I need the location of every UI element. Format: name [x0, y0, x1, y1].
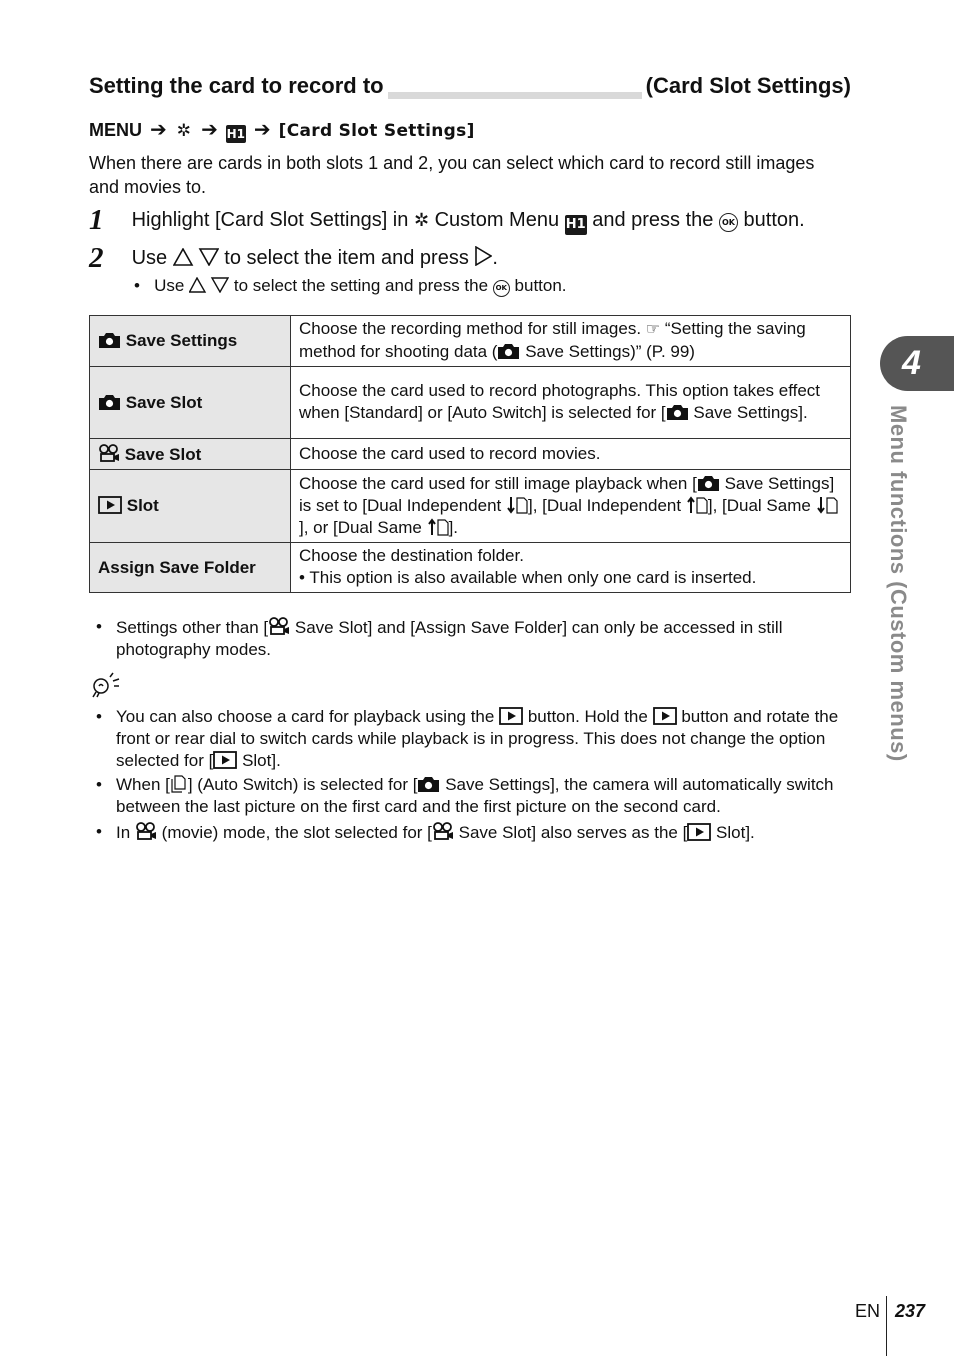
gear-icon: ✲ [413, 210, 430, 230]
table-desc: Choose the card used to record movies. [291, 439, 851, 470]
camera-icon [98, 393, 121, 411]
tips-list [89, 706, 849, 845]
table-key: Save Slot [90, 367, 291, 439]
playback-icon [687, 823, 711, 841]
sub-step-text: to select the setting and press the [233, 276, 489, 295]
arrow-right-icon: ➔ [150, 119, 167, 141]
step-number: 2 [89, 242, 104, 274]
step-text: button. [743, 209, 805, 231]
camera-icon [697, 474, 720, 492]
table-row [90, 470, 851, 543]
settings-table [89, 315, 851, 593]
table-key: Save Settings [90, 316, 291, 367]
table-desc: Choose the destination folder. • This option is also available when only one card is inserted. [291, 543, 851, 593]
note-list [89, 616, 849, 662]
page-number: 237 [895, 1301, 926, 1321]
step-text: Highlight [Card Slot Settings] in [131, 209, 409, 231]
table-key: Assign Save Folder [90, 543, 291, 593]
sub-step-text: button. [514, 276, 567, 295]
step-text: Custom Menu [434, 209, 560, 231]
step-text: and press the [592, 209, 714, 231]
section-heading [89, 72, 851, 100]
tip-bulb-icon [90, 671, 122, 701]
gear-icon: ✲ [176, 121, 192, 140]
movie-icon [432, 821, 454, 841]
chapter-title-text: Menu functions (Custom menus) [886, 405, 911, 762]
arrow-right-icon: ➔ [253, 119, 271, 141]
footer-language: EN [855, 1301, 881, 1321]
tab-h1-badge: H1 [226, 127, 246, 141]
card-down-icon [506, 496, 528, 514]
ok-button-icon: OK [719, 213, 738, 232]
table-row [90, 543, 851, 593]
menu-path [89, 118, 475, 143]
table-desc: Choose the card used for still image playback when [ Save Settings] is set to [Dual Independent ], [Dual Independent ], [Dual Same ], or [Dual Same ]. [291, 470, 851, 543]
card-up-icon [686, 496, 708, 514]
chapter-number: 4 [902, 344, 921, 382]
movie-icon [135, 821, 157, 841]
movie-icon [98, 443, 120, 463]
reference-hand-icon: ☞ [645, 321, 661, 338]
movie-icon [268, 616, 290, 636]
table-row [90, 367, 851, 439]
playback-icon [213, 751, 237, 769]
table-desc: Choose the card used to record photographs. This option takes effect when [Standard] or [Auto Switch] is selected for [ Save Settings]. [291, 367, 851, 439]
camera-icon [417, 775, 440, 793]
list-item: • You can also choose a card for playback using the button. Hold the button and rotate the front or rear dial to switch cards while playback is in progress. This does not change the option selected for [ Slot]. [89, 706, 849, 772]
table-row [90, 439, 851, 470]
arrow-right-icon: ➔ [201, 119, 218, 141]
step-text: to select the item and press [224, 247, 469, 269]
playback-icon [98, 496, 122, 514]
playback-icon [653, 707, 677, 725]
playback-icon [499, 707, 523, 725]
card-up-icon [427, 518, 449, 536]
up-down-arrows-icon [189, 277, 229, 293]
card-auto-switch-icon [170, 775, 188, 793]
step-number: 1 [89, 204, 104, 236]
table-key: Save Slot [90, 439, 291, 470]
table-desc: Choose the recording method for still images. ☞ “Setting the saving method for shooting data ( Save Settings)” (P. 99) [291, 316, 851, 367]
camera-icon [666, 403, 689, 421]
card-down-icon [816, 496, 838, 514]
camera-icon [98, 331, 121, 349]
bullet: • [134, 276, 150, 295]
menu-item-label: [Card Slot Settings] [278, 121, 475, 141]
up-down-arrows-icon [173, 248, 219, 266]
ok-button-icon: OK [493, 280, 510, 297]
list-item: • In (movie) mode, the slot selected for [ Save Slot] also serves as the [ Slot]. [89, 821, 849, 844]
footer-divider [886, 1296, 887, 1356]
sub-step [134, 275, 567, 297]
section-title: Setting the card to record to [89, 72, 388, 100]
chapter-tab [880, 336, 954, 391]
step-1 [89, 206, 805, 235]
section-subtitle: (Card Slot Settings) [642, 72, 851, 100]
chapter-title [885, 405, 929, 777]
table-row [90, 316, 851, 367]
table-key: Slot [90, 470, 291, 543]
list-item: • Settings other than [ Save Slot] and [Assign Save Folder] can only be accessed in still photography modes. [89, 616, 849, 661]
menu-label: MENU [89, 120, 142, 140]
list-item: • When [ ] (Auto Switch) is selected for [ Save Settings], the camera will automatically switch between the last picture on the first card and the first picture on the second card. [89, 774, 849, 818]
camera-icon [497, 342, 520, 360]
tab-h1-badge: H1 [565, 215, 587, 235]
step-text: Use [131, 247, 168, 269]
intro-text: When there are cards in both slots 1 and 2, you can select which card to record still images and movies to. [89, 153, 815, 197]
step-text: . [492, 247, 498, 269]
right-arrow-icon [474, 246, 492, 266]
sub-step-text: Use [154, 276, 185, 295]
step-2 [89, 244, 498, 272]
